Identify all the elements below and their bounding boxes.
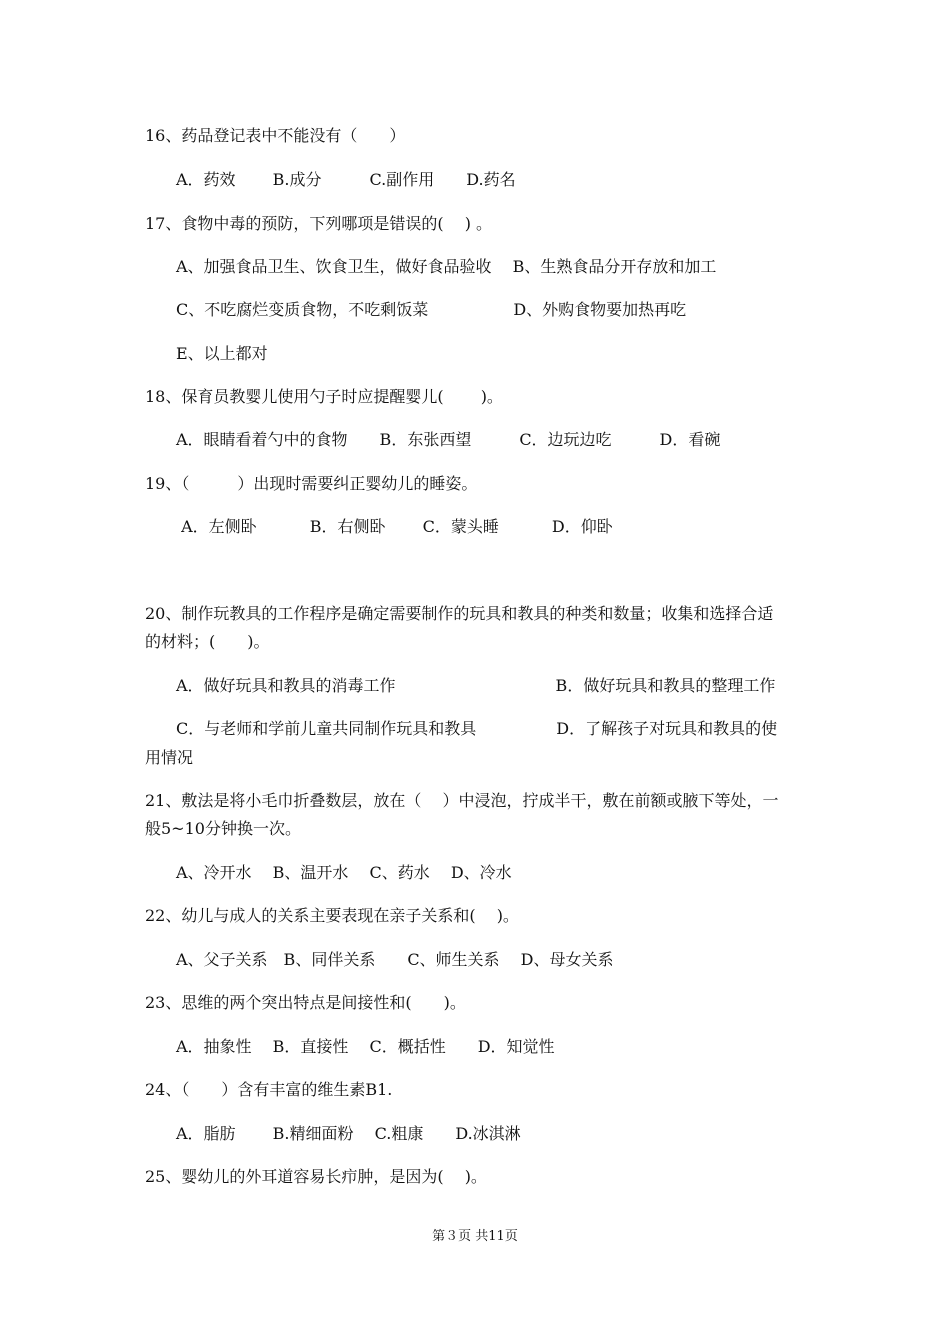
question-22: 22、幼儿与成人的关系主要表现在亲子关系和( )。 — [145, 906, 519, 925]
question-20-line-2: 的材料；( )。 — [145, 632, 270, 651]
question-16: 16、药品登记表中不能没有（ ） — [145, 126, 406, 145]
question-20-options-ab: A．做好玩具和教具的消毒工作 B．做好玩具和教具的整理工作 — [176, 676, 776, 695]
question-18: 18、保育员教婴儿使用勺子时应提醒婴儿( )。 — [145, 387, 503, 406]
question-20-options-tail: 用情况 — [145, 748, 194, 767]
question-21-line-1: 21、敷法是将小毛巾折叠数层，放在（ ）中浸泡，拧成半干，敷在前额或腋下等处，一 — [145, 791, 779, 810]
question-19: 19、（ ）出现时需要纠正婴幼儿的睡姿。 — [145, 474, 478, 493]
question-25: 25、婴幼儿的外耳道容易长疖肿，是因为( )。 — [145, 1167, 487, 1186]
question-22-options: A、父子关系 B、同伴关系 C、师生关系 D、母女关系 — [176, 950, 614, 969]
question-17-options-cd: C、不吃腐烂变质食物，不吃剩饭菜 D、外购食物要加热再吃 — [176, 300, 687, 319]
question-20-options-cd: C．与老师和学前儿童共同制作玩具和教具 D．了解孩子对玩具和教具的使 — [176, 719, 778, 738]
question-24-options: A．脂肪 B.精细面粉 C.粗康 D.冰淇淋 — [176, 1124, 521, 1143]
question-24: 24、（ ）含有丰富的维生素B1. — [145, 1080, 393, 1099]
question-16-options: A．药效 B.成分 C.副作用 D.药名 — [176, 170, 516, 189]
question-23-options: A．抽象性 B．直接性 C．概括性 D．知觉性 — [176, 1037, 555, 1056]
question-20-line-1: 20、制作玩教具的工作程序是确定需要制作的玩具和教具的种类和数量；收集和选择合适 — [145, 604, 774, 623]
question-21-options: A、冷开水 B、温开水 C、药水 D、冷水 — [176, 863, 512, 882]
question-17-options-e: E、以上都对 — [176, 344, 268, 363]
question-19-options: A．左侧卧 B．右侧卧 C．蒙头睡 D．仰卧 — [176, 517, 613, 536]
question-21-line-2: 般5~10分钟换一次。 — [145, 819, 301, 838]
question-18-options: A．眼睛看着勺中的食物 B．东张西望 C．边玩边吃 D．看碗 — [176, 430, 721, 449]
question-23: 23、思维的两个突出特点是间接性和( )。 — [145, 993, 466, 1012]
question-17-options-ab: A、加强食品卫生、饮食卫生，做好食品验收 B、生熟食品分开存放和加工 — [176, 257, 717, 276]
page-number-footer: 第３页 共11页 — [432, 1229, 518, 1244]
question-17: 17、食物中毒的预防，下列哪项是错误的( ) 。 — [145, 214, 493, 233]
